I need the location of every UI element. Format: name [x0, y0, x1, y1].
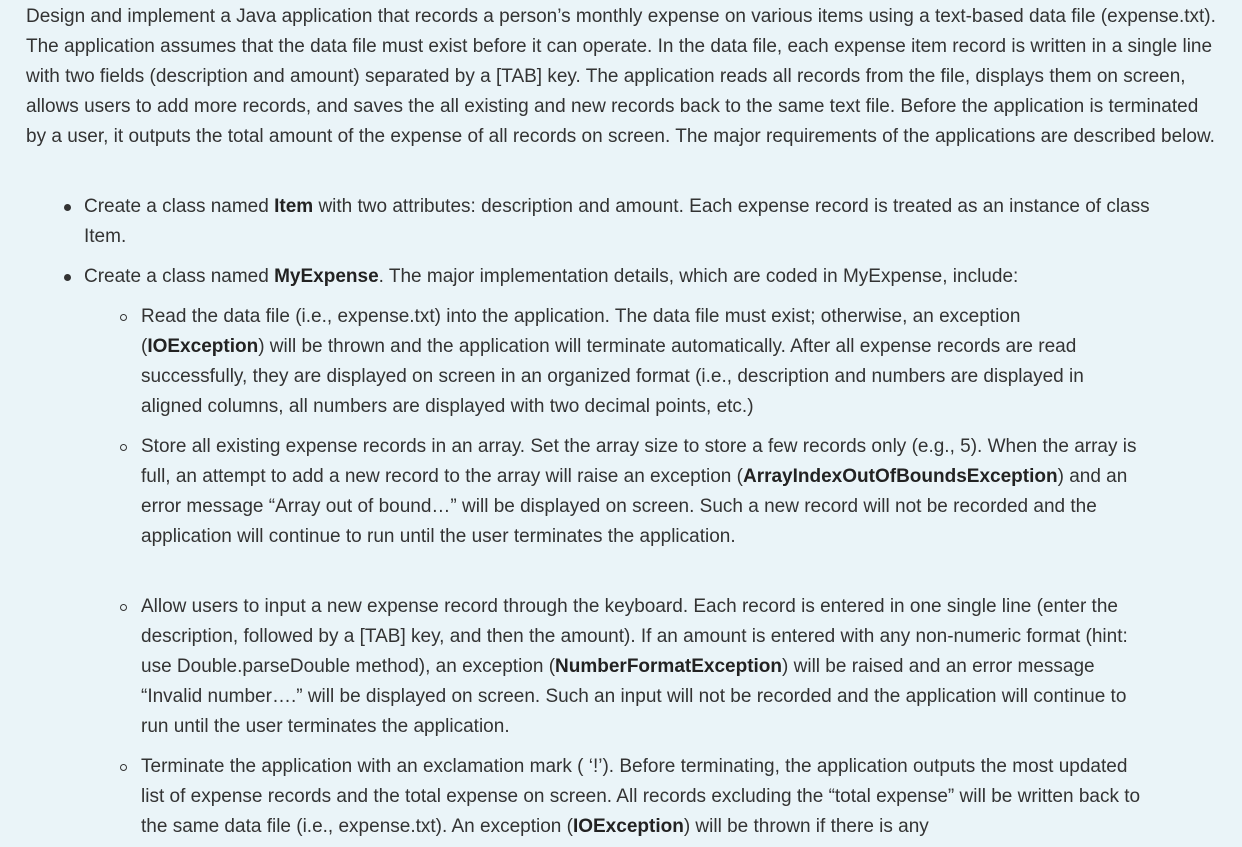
- terminate-text-post: ) will be thrown if there is any: [683, 816, 929, 837]
- list-item-myexpense-class: [84, 262, 1164, 292]
- terminate-text-pre: Terminate the application with an exclamation mark ( ‘!’). Before terminating, the application outputs the most updated list of expense records and the total expense on screen. All records excluding the “total expense” will be written back to the same data file (i.e., expense.txt). An exception (: [141, 756, 1141, 837]
- item-class-text-pre: Create a class named: [84, 196, 275, 217]
- list-item-item-class: [84, 192, 1164, 252]
- read-file-text-post: ) will be thrown and the application will terminate automatically. After all expense records are read successfully, they are displayed on screen in an organized format (i.e., description and numbers are displayed in aligned columns, all numbers are displayed with two decimal points, etc.): [141, 336, 1084, 417]
- intro-paragraph: Design and implement a Java application that records a person’s monthly expense on various items using a text-based data file (expense.txt). The application assumes that the data file must exist before it can operate. In the data file, each expense item record is written in a single line with two fields (description and amount) separated by a [TAB] key. The application reads all records from the file, displays them on screen, allows users to add more records, and saves the all existing and new records back to the same text file. Before the application is terminated by a user, it outputs the total amount of the expense of all records on screen. The major requirements of the applications are described below.: [26, 6, 1216, 147]
- store-array-text-post: ) and an error message “Array out of bound…” will be displayed on screen. Such a new record will not be recorded and the application will continue to run until the user terminates the application.: [141, 466, 1128, 547]
- sub-item-store-array: [141, 432, 1141, 552]
- sub-item-keyboard-input: [141, 592, 1141, 742]
- store-array-text-pre: Store all existing expense records in an array. Set the array size to store a few records only (e.g., 5). When the array is full, an attempt to add a new record to the array will raise an exception (: [141, 436, 1137, 487]
- sub-item-read-file: [141, 302, 1141, 422]
- item-class-name: Item: [274, 196, 314, 217]
- myexpense-text-pre: Create a class named: [84, 266, 275, 287]
- ioexception-label: IOException: [147, 336, 259, 357]
- sub-item-terminate: [141, 752, 1141, 842]
- item-class-text-post: with two attributes: description and amount. Each expense record is treated as an instance of class Item.: [84, 196, 1150, 247]
- number-format-exception-label: NumberFormatException: [555, 656, 783, 677]
- myexpense-text-post: . The major implementation details, which are coded in MyExpense, include:: [378, 266, 1019, 287]
- ioexception-label-2: IOException: [572, 816, 684, 837]
- array-exception-label: ArrayIndexOutOfBoundsException: [742, 466, 1058, 487]
- keyboard-input-text-post: ) will be raised and an error message “Invalid number….” will be displayed on screen. Such an input will not be recorded and the application will continue to run until the user terminates the application.: [141, 656, 1127, 737]
- read-file-text-pre: Read the data file (i.e., expense.txt) into the application. The data file must exist; otherwise, an exception (: [141, 306, 1021, 357]
- keyboard-input-text-pre: Allow users to input a new expense record through the keyboard. Each record is entered in one single line (enter the description, followed by a [TAB] key, and then the amount). If an amount is entered with any non-numeric format (hint: use Double.parseDouble method), an exception (: [141, 596, 1128, 677]
- myexpense-class-name: MyExpense: [274, 266, 379, 287]
